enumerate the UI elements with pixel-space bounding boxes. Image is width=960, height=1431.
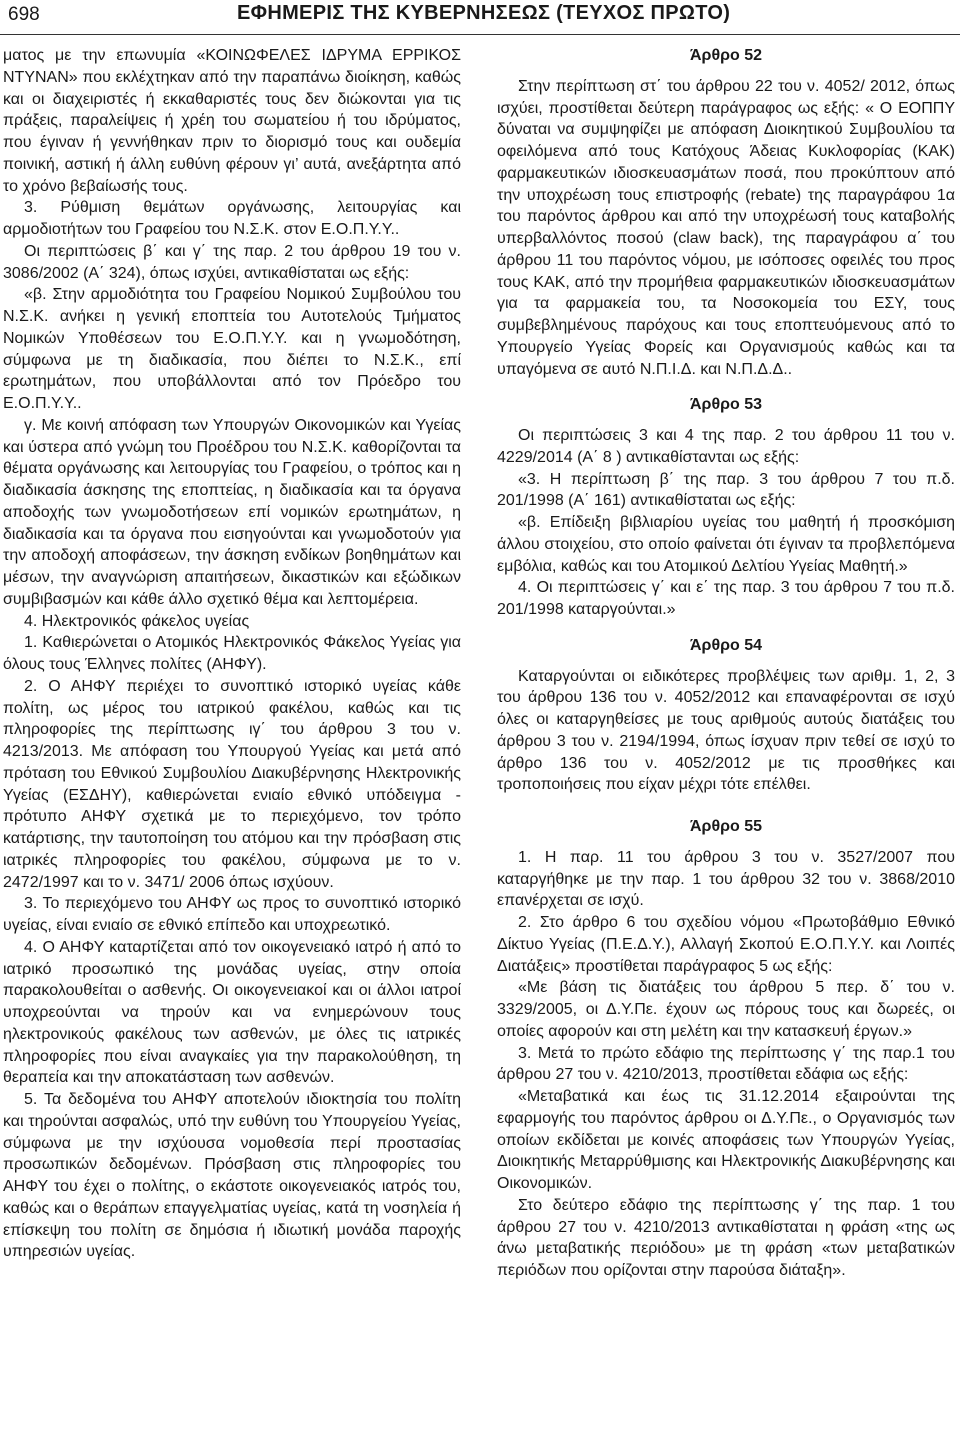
section-heading: 3. Ρύθμιση θεμάτων οργάνωσης, λειτουργίας και αρμοδιοτήτων του Γραφείου του Ν.Σ.Κ. στον Ε.Ο.Π.Υ.Υ.. [3, 199, 461, 238]
article-53-title: Άρθρο 53 [689, 396, 762, 414]
paragraph: 4. Ο ΑΗΦΥ καταρτίζεται από τον οικογενειακό ιατρό ή από το ιατρικό προσωπικό της μονάδας υγείας, στην οποία παρακολουθείται ο ασθενής. Οι οικογενειακοί και οι άλλοι ιατροί υποχρεούνται να τηρούν και να ενημερώνουν τους ηλεκτρονικούς φακέλους των ασθενών, με όλες τις ιατρικές πληροφορίες που είναι αναγκαίες για την παρακολούθηση, τη θεραπεία και την αποκατάσταση των ασθενών. [3, 938, 461, 1087]
right-column [497, 45, 955, 1282]
paragraph: 5. Τα δεδομένα του ΑΗΦΥ αποτελούν ιδιοκτησία του πολίτη και τηρούνται ασφαλώς, υπό την ευθύνη του Υπουργείου Υγείας, σύμφωνα με την ισχύουσα νομοθεσία περί προστασίας προσωπικών δεδομένων. Πρόσβαση στις πληροφορίες του ΑΗΦΥ του έχει ο πολίτης, ο εκάστοτε οικογενειακός ιατρός του, καθώς και ο θεράπων επαγγελματίας υγείας, κατά τη νοσηλεία ή επίσκεψη του πολίτη σε δημόσια ή ιδιωτική μονάδα παροχής υπηρεσιών υγείας. [3, 1091, 461, 1261]
page-number: 698 [8, 4, 40, 25]
paragraph: ματος με την επωνυμία «ΚΟΙΝΩΦΕΛΕΣ ΙΔΡΥΜΑ ΕΡΡΙΚΟΣ ΝΤΥΝΑΝ» που εκλέχτηκαν από την παραπάνω διοίκηση, καθώς και οι διαχειριστές ή εκκαθαριστές τους δεν διώκονται για τις πράξεις, παραλείψεις ή χρέη του σωματείου ή του ιδρύματος, που έγιναν ή γεννήθηκαν πριν το διορισμό τους και ουδεμία ποινική, αστική ή άλλη ευθύνη φέρουν γι’ αυτά, ανεξάρτητα από το χρόνο βεβαίωσής τους. [3, 47, 461, 195]
paragraph: Οι περιπτώσεις 3 και 4 της παρ. 2 του άρθρου 11 του ν. 4229/2014 (Α΄ 8 ) αντικαθίστανται ως εξής: [497, 427, 955, 466]
paragraph: «3. Η περίπτωση β΄ της παρ. 3 του άρθρου 7 του π.δ. 201/1998 (Α΄ 161) αντικαθίσταται ως εξής: [497, 470, 955, 510]
paragraph: 4. Οι περιπτώσεις γ΄ και ε΄ της παρ. 3 του άρθρου 7 του π.δ. 201/1998 καταργούνται.» [497, 579, 955, 618]
paragraph: «β. Στην αρμοδιότητα του Γραφείου Νομικού Συμβούλου του Ν.Σ.Κ. ανήκει η γενική εποπτεία του Αυτοτελούς Τμήματος Νομικών Υποθέσεων του Ε.Ο.Π.Υ.Υ. και η γνωμοδότηση, σύμφωνα με τη διαδικασία, που διέπει το Ν.Σ.Κ., επί ερωτημάτων, που υποβάλλονται από τον Πρόεδρο του Ε.Ο.Π.Υ.Υ.. [3, 286, 461, 412]
paragraph: «β. Επίδειξη βιβλιαρίου υγείας του μαθητή ή προσκόμιση άλλου στοιχείου, στο οποίο φαίνεται ότι έγιναν τα προβλεπόμενα εμβόλια, καθώς και του Ατομικού Δελτίου Υγείας Μαθητή.» [497, 514, 955, 575]
running-title: ΕΦΗΜΕΡΙΣ ΤΗΣ ΚΥΒΕΡΝΗΣΕΩΣ (ΤΕΥΧΟΣ ΠΡΩΤΟ) [237, 2, 731, 24]
paragraph: 2. Στο άρθρο 6 του σχεδίου νόμου «Πρωτοβάθμιο Εθνικό Δίκτυο Υγείας (Π.Ε.Δ.Υ.), Αλλαγή Σκοπού Ε.Ο.Π.Υ.Υ. και Λοιπές Διατάξεις» προστίθεται παράγραφος 5 ως εξής: [497, 914, 955, 975]
paragraph: Καταργούνται οι ειδικότερες προβλέψεις των αριθμ. 1, 2, 3 του άρθρου 136 του ν. 4052/2012 και επαναφέρονται σε ισχύ όλες οι καταργηθείσες με τους αριθμούς αυτούς διατάξεις του άρθρου 3 του ν. 2194/1994, όπως ίσχυαν πριν τεθεί σε ισχύ το άρθρο 136 του ν. 4052/2012 με τις προσθήκες και τροποποιήσεις που είχαν μέχρι τότε επέλθει. [497, 667, 955, 794]
paragraph: «Με βάση τις διατάξεις του άρθρου 5 περ. δ΄ του ν. 3329/2005, οι Δ.Υ.Πε. έχουν ως πόρους τους και δωρεές, οι οποίες αφορούν και στη μελέτη και την κατασκευή έργων.» [497, 979, 955, 1040]
header-rule [0, 34, 960, 35]
paragraph: γ. Με κοινή απόφαση των Υπουργών Οικονομικών και Υγείας και ύστερα από γνώμη του Προέδρου του Ν.Σ.Κ. καθορίζονται τα θέματα οργάνωσης και λειτουργίας του Γραφείου, ο τρόπος και η διαδικασία άσκησης της εποπτείας, η διαδικασία και τα όργανα αποδοχής των γνωμοδοτήσεων επί νομικών ερωτημάτων, η διαδικασία και τα όργανα που εισηγούνται και γνωμοδοτούν για την αποδοχή αποφάσεων, την άσκηση ενδίκων βοηθημάτων και μέσων, την αναγνώριση απαιτήσεων, δικαστικών και εξώδικων συμβιβασμών και κάθε άλλο σχετικό θέμα και λεπτομέρεια. [3, 416, 461, 608]
paragraph: 1. Η παρ. 11 του άρθρου 3 του ν. 3527/2007 που καταργήθηκε με την παρ. 1 του άρθρου 32 του ν. 3868/2010 επανέρχεται σε ισχύ. [497, 848, 955, 910]
paragraph: Στην περίπτωση στ΄ του άρθρου 22 του ν. 4052/ 2012, όπως ισχύει, προστίθεται δεύτερη παράγραφος ως εξής: « Ο ΕΟΠΠΥ δύναται να συμψηφίζει με απόφαση Διοικητικού Συμβουλίου τα οφειλόμενα από τους Κατόχους Άδειας Κυκλοφορίας (ΚΑΚ) φαρμακευτικών ιδιοσκευασμάτων ποσά, που προκύπτουν από την υποχρέωση τους επιστροφής (rebate) της παραγράφου 1α του παρόντος άρθρου και από την υποχρέωσή τους καταβολής υπερβαλλόντος ποσού (claw back), της παραγράφου α΄ του άρθρου 11 του παρόντος νόμου, με ισόποσες οφειλές του προς τους ΚΑΚ, από την προμήθεια φαρμακευτικών ιδιοσκευασμάτων για τα φαρμακεία του, τα Νοσοκομεία του ΕΣΥ, τους συμβεβλημένους παρόχους και τους εποπτευόμενους από το Υπουργείο Υγείας Φορείς και Οργανισμούς καθώς και τα υπαγόμενα σε αυτό Ν.Π.Ι.Δ. και Ν.Π.Δ.Δ.. [497, 77, 955, 378]
article-52-title: Άρθρο 52 [689, 47, 762, 64]
left-column [3, 45, 461, 1263]
paragraph: «Μεταβατικά και έως τις 31.12.2014 εξαιρούνται της εφαρμογής του παρόντος άρθρου οι Δ.Υ.Πε., ο Οργανισμός των οποίων εκδίδεται με κοινές αποφάσεις των Υπουργών Υγείας, Διοικητικής Μεταρρύθμισης και Ηλεκτρονικής Διακυβέρνησης και Οικονομικών. [497, 1088, 955, 1192]
paragraph: 3. Το περιεχόμενο του ΑΗΦΥ ως προς το συνοπτικό ιστορικό υγείας, είναι ενιαίο σε εθνικό επίπεδο και υποχρεωτικό. [3, 895, 461, 934]
article-54-title: Άρθρο 54 [689, 636, 762, 654]
paragraph: Στο δεύτερο εδάφιο της περίπτωσης γ΄ της παρ. 1 του άρθρου 27 του ν. 4210/2013 αντικαθίσταται η φράση «της ως άνω μεταβατικής περιόδου» με τη φράση «των μεταβατικών περιόδων που ορίζονται στην παρούσα διάταξη». [497, 1196, 955, 1279]
section-heading: 4. Ηλεκτρονικός φάκελος υγείας [24, 612, 250, 630]
paragraph: 2. Ο ΑΗΦΥ περιέχει το συνοπτικό ιστορικό υγείας κάθε πολίτη, ως μέρος του ιατρικού φακέλου, καθώς και τις πληροφορίες της περίπτωσης ιγ΄ του άρθρου 3 του ν. 4213/2013. Με απόφαση του Υπουργού Υγείας και μετά από πρόταση του Εθνικού Συμβουλίου Διακυβέρνησης Ηλεκτρονικής Υγείας (ΕΣΔΗΥ), καθιερώνεται ενιαίο εθνικό υπόδειγμα - πρότυπο ΑΗΦΥ σχετικά με το περιεχόμενο, τον τρόπο κατάρτισης, την ταυτοποίηση του ατόμου και την πρόσβαση στις ιατρικές πληροφορίες του φακέλου, σύμφωνα με το ν. 2472/1997 και το ν. 3471/ 2006 όπως ισχύουν. [3, 677, 461, 891]
article-55-title: Άρθρο 55 [689, 818, 762, 835]
paragraph: Οι περιπτώσεις β΄ και γ΄ της παρ. 2 του άρθρου 19 του ν. 3086/2002 (Α΄ 324), όπως ισχύει, αντικαθίσταται ως εξής: [3, 242, 461, 282]
paragraph: 1. Καθιερώνεται ο Ατομικός Ηλεκτρονικός Φάκελος Υγείας για όλους τους Έλληνες πολίτες (ΑΗΦΥ). [3, 634, 461, 673]
paragraph: 3. Μετά το πρώτο εδάφιο της περίπτωσης γ΄ της παρ.1 του άρθρου 27 του ν. 4210/2013, προστίθεται εδάφια ως εξής: [497, 1044, 955, 1084]
page-header [0, 0, 960, 34]
